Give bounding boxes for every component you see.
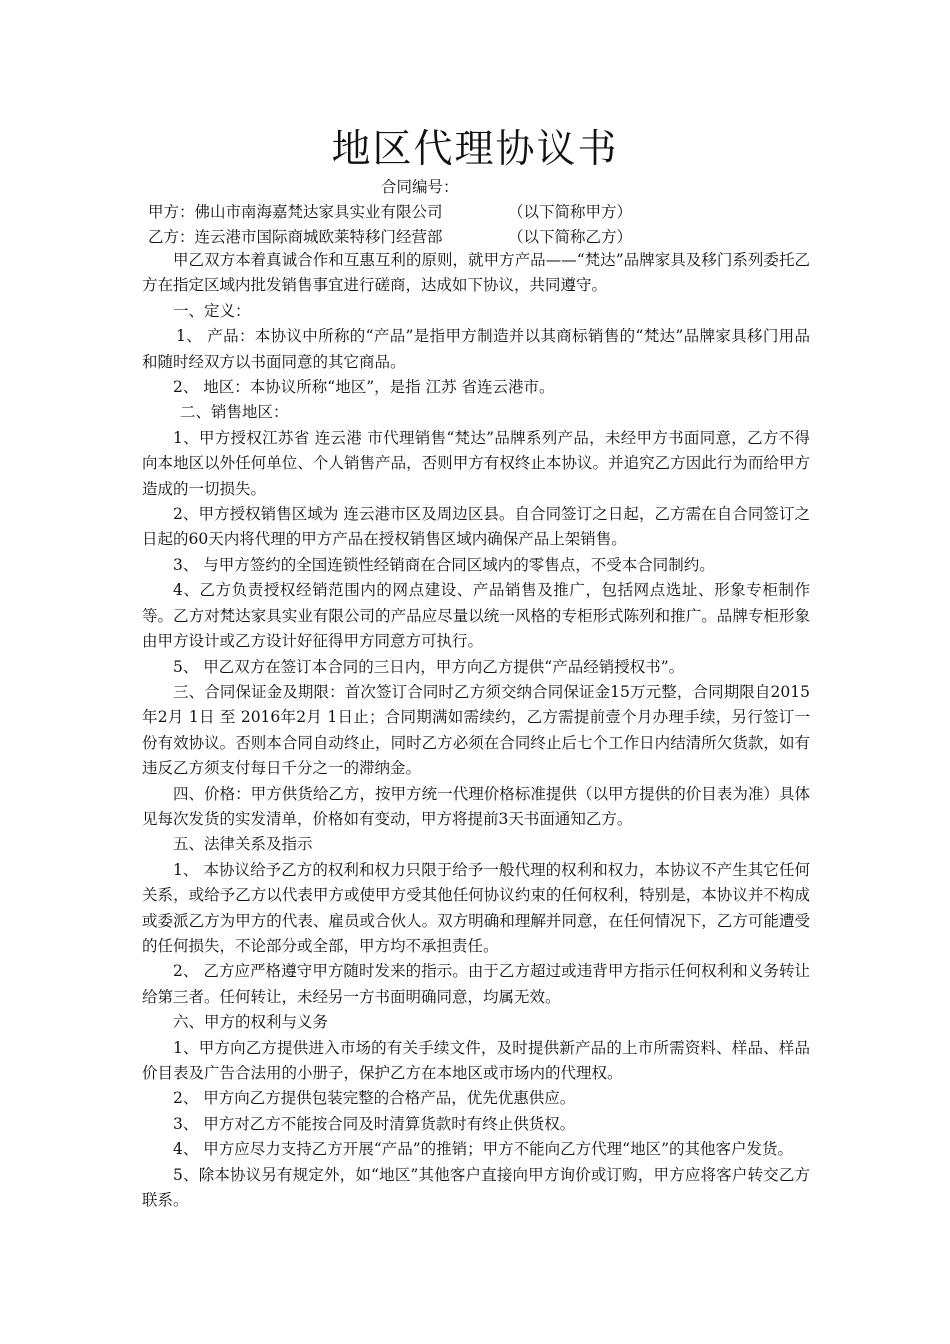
clause-paragraph: 1、 本协议给予乙方的权利和权力只限于给予一般代理的权利和权力，本协议不产生其它任何关系，或给予乙方以代表甲方或使甲方受其他任何协议约束的任何权利，特别是，本协议并不构成或委派乙方为甲方的代表、雇员或合伙人。双方明确和理解并同意，在任何情况下，乙方可能遭受的任何损失，不论部分或全部，甲方均不承担责任。 bbox=[142, 860, 810, 955]
clause-paragraph: 2、 乙方应严格遵守甲方随时发来的指示。由于乙方超过或违背甲方指示任何权利和义务转让给第三者。任何转让，未经另一方书面明确同意，均属无效。 bbox=[142, 962, 810, 1006]
party-b-note: （以下简称乙方） bbox=[508, 228, 633, 246]
clause-paragraph: 5、 甲乙双方在签订本合同的三日内，甲方向乙方提供“产品经销授权书”。 bbox=[173, 657, 685, 676]
clause-paragraph: 1、 产品：本协议中所称的“产品”是指甲方制造并以其商标销售的“梵达”品牌家具移门用品和随时经双方以书面同意的其它商品。 bbox=[142, 327, 810, 371]
clause-paragraph: 4、 甲方应尽力支持乙方开展“产品”的推销；甲方不能向乙方代理“地区”的其他客户发货。 bbox=[173, 1140, 793, 1159]
party-a-note: （以下简称甲方） bbox=[508, 203, 633, 221]
section-price: 四、价格：甲方供货给乙方，按甲方统一代理价格标准提供（以甲方提供的价目表为准）具体见每次发货的实发清单，价格如有变动，甲方将提前3天书面通知乙方。 bbox=[142, 784, 810, 828]
clause-paragraph: 3、 与甲方签约的全国连锁性经销商在合同区域内的零售点，不受本合同制约。 bbox=[173, 555, 715, 574]
party-b-name: 乙方：连云港市国际商城欧莱特移门经营部 bbox=[148, 228, 443, 246]
clause-paragraph: 2、 地区：本协议所称“地区”，是指 江苏 省连云港市。 bbox=[173, 378, 555, 397]
clause-paragraph: 1、甲方授权江苏省 连云港 市代理销售“梵达”品牌系列产品，未经甲方书面同意，乙方不得向本地区以外任何单位、个人销售产品，否则甲方有权终止本协议。并追究乙方因此行为而给甲方造成的一切损失。 bbox=[142, 428, 810, 498]
party-a-name: 甲方：佛山市南海嘉梵达家具实业有限公司 bbox=[148, 203, 443, 221]
clause-paragraph: 2、甲方授权销售区域为 连云港市区及周边区县。自合同签订之日起，乙方需在自合同签订之日起的60天内将代理的甲方产品在授权销售区域内确保产品上架销售。 bbox=[142, 505, 810, 549]
party-a-line bbox=[148, 201, 633, 223]
section-heading-definitions: 一、定义： bbox=[173, 301, 251, 320]
section-heading-party-a-rights: 六、甲方的权利与义务 bbox=[173, 1013, 329, 1032]
party-b-line bbox=[148, 226, 633, 248]
clause-paragraph: 2、 甲方向乙方提供包装完整的合格产品，优先优惠供应。 bbox=[173, 1089, 576, 1108]
clause-paragraph: 1、甲方向乙方提供进入市场的有关手续文件，及时提供新产品的上市所需资料、样品、样品价目表及广告合法用的小册子，保护乙方在本地区或市场内的代理权。 bbox=[142, 1038, 810, 1082]
section-heading-sales-area: 二、销售地区： bbox=[180, 403, 289, 422]
clause-paragraph: 4、乙方负责授权经销范围内的网点建设、产品销售及推广，包括网点选址、形象专柜制作等。乙方对梵达家具实业有限公司的产品应尽量以统一风格的专柜形式陈列和推广。品牌专柜形象由甲方设计或乙方设计好征得甲方同意方可执行。 bbox=[142, 581, 810, 651]
section-heading-legal-relation: 五、法律关系及指示 bbox=[173, 835, 313, 854]
section-deposit-and-term: 三、合同保证金及期限：首次签订合同时乙方须交纳合同保证金15万元整，合同期限自2015年2月 1日 至 2016年2月 1日止；合同期满如需续约，乙方需提前壹个月办理手续，另行签订一份有效协议。否则本合同自动终止，同时乙方必须在合同终止后七个工作日内结清所欠货款，如有违反乙方须支付每日千分之一的滞纳金。 bbox=[142, 682, 810, 778]
contract-number-label: 合同编号： bbox=[381, 178, 459, 196]
clause-paragraph: 3、 甲方对乙方不能按合同及时清算货款时有终止供货权。 bbox=[173, 1114, 576, 1133]
intro-paragraph: 甲乙双方本着真诚合作和互惠互利的原则，就甲方产品——“梵达”品牌家具及移门系列委托乙方在指定区域内批发销售事宜进行磋商，达成如下协议，共同遵守。 bbox=[142, 251, 810, 295]
document-title: 地区代理协议书 bbox=[331, 127, 619, 172]
agreement-body bbox=[142, 248, 810, 1213]
clause-paragraph: 5、除本协议另有规定外，如“地区”其他客户直接向甲方询价或订购，甲方应将客户转交乙方联系。 bbox=[142, 1165, 810, 1210]
